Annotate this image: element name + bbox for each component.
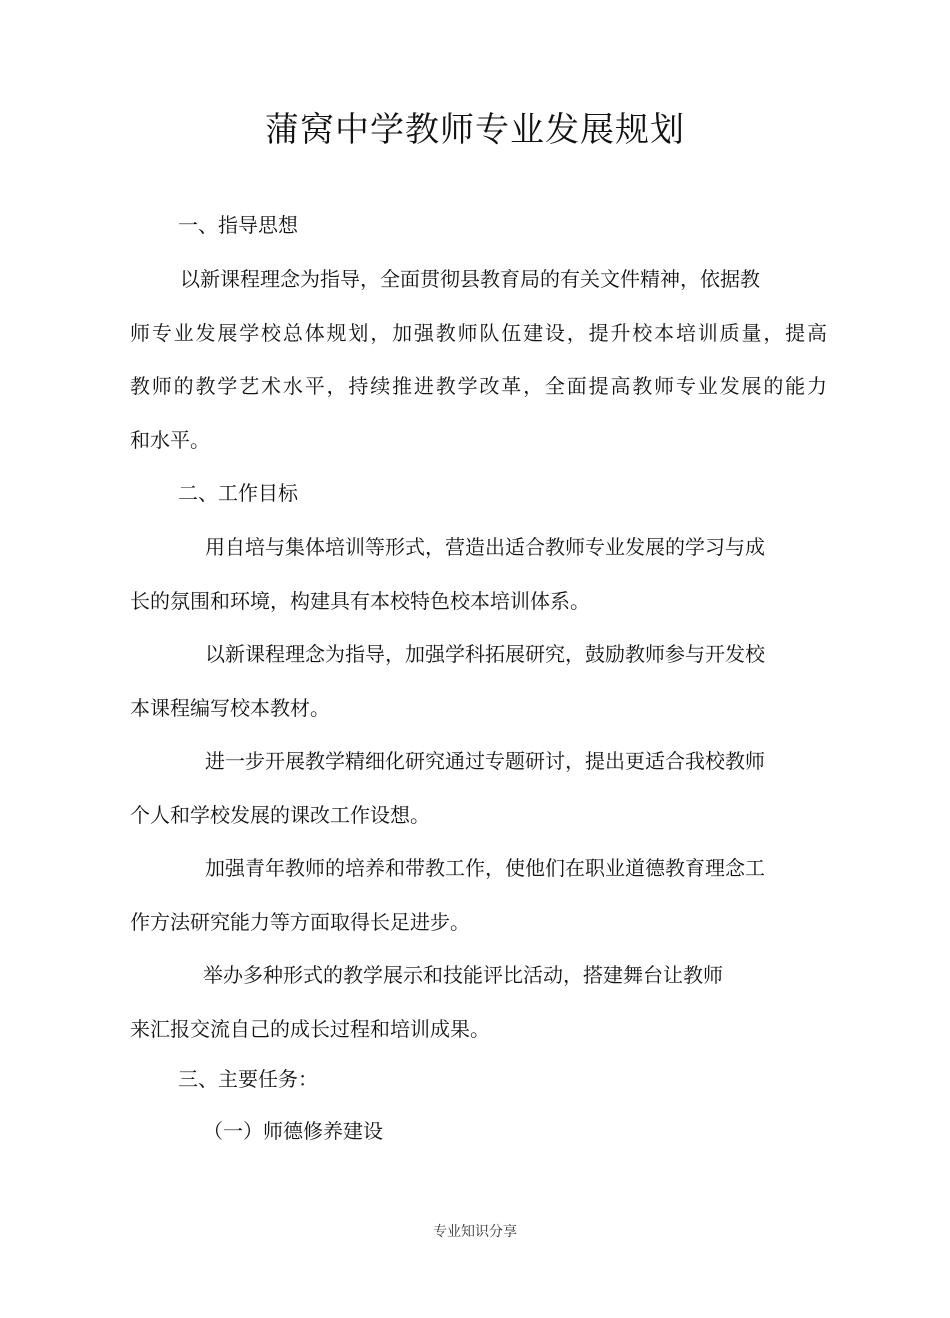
paragraph-line: 进一步开展教学精细化研究通过专题研讨，提出更适合我校教师	[205, 749, 765, 773]
section-heading-guiding-ideology: 一、指导思想	[178, 213, 298, 237]
paragraph-line: 加强青年教师的培养和带教工作，使他们在职业道德教育理念工	[205, 856, 765, 880]
paragraph-line: 作方法研究能力等方面取得长足进步。	[130, 910, 470, 934]
document-title: 蒲窝中学教师专业发展规划	[265, 110, 685, 150]
paragraph-line: 本课程编写校本教材。	[130, 696, 330, 720]
paragraph-line: 教师的教学艺术水平，持续推进教学改革，全面提高教师专业发展的能力	[130, 374, 827, 398]
paragraph-line: 长的氛围和环境，构建具有本校特色校本培训体系。	[130, 589, 590, 613]
section-heading-work-goals: 二、工作目标	[178, 481, 298, 505]
page-footer: 专业知识分享	[433, 1224, 517, 1240]
paragraph-line: 师专业发展学校总体规划，加强教师队伍建设，提升校本培训质量，提高	[130, 321, 827, 345]
paragraph-line: 以新课程理念为指导，加强学科拓展研究，鼓励教师参与开发校	[205, 642, 765, 666]
paragraph-line: 个人和学校发展的课改工作设想。	[130, 803, 430, 827]
section-heading-main-tasks: 三、主要任务：	[178, 1067, 318, 1091]
paragraph-line: 来汇报交流自己的成长过程和培训成果。	[130, 1017, 490, 1041]
paragraph-line: 用自培与集体培训等形式，营造出适合教师专业发展的学习与成	[205, 535, 765, 559]
subsection-heading-ethics: （一）师德修养建设	[203, 1119, 383, 1143]
paragraph-line: 和水平。	[130, 428, 210, 452]
paragraph-line: 以新课程理念为指导，全面贯彻县教育局的有关文件精神，依据教	[180, 267, 760, 291]
paragraph-line: 举办多种形式的教学展示和技能评比活动，搭建舞台让教师	[203, 963, 723, 987]
